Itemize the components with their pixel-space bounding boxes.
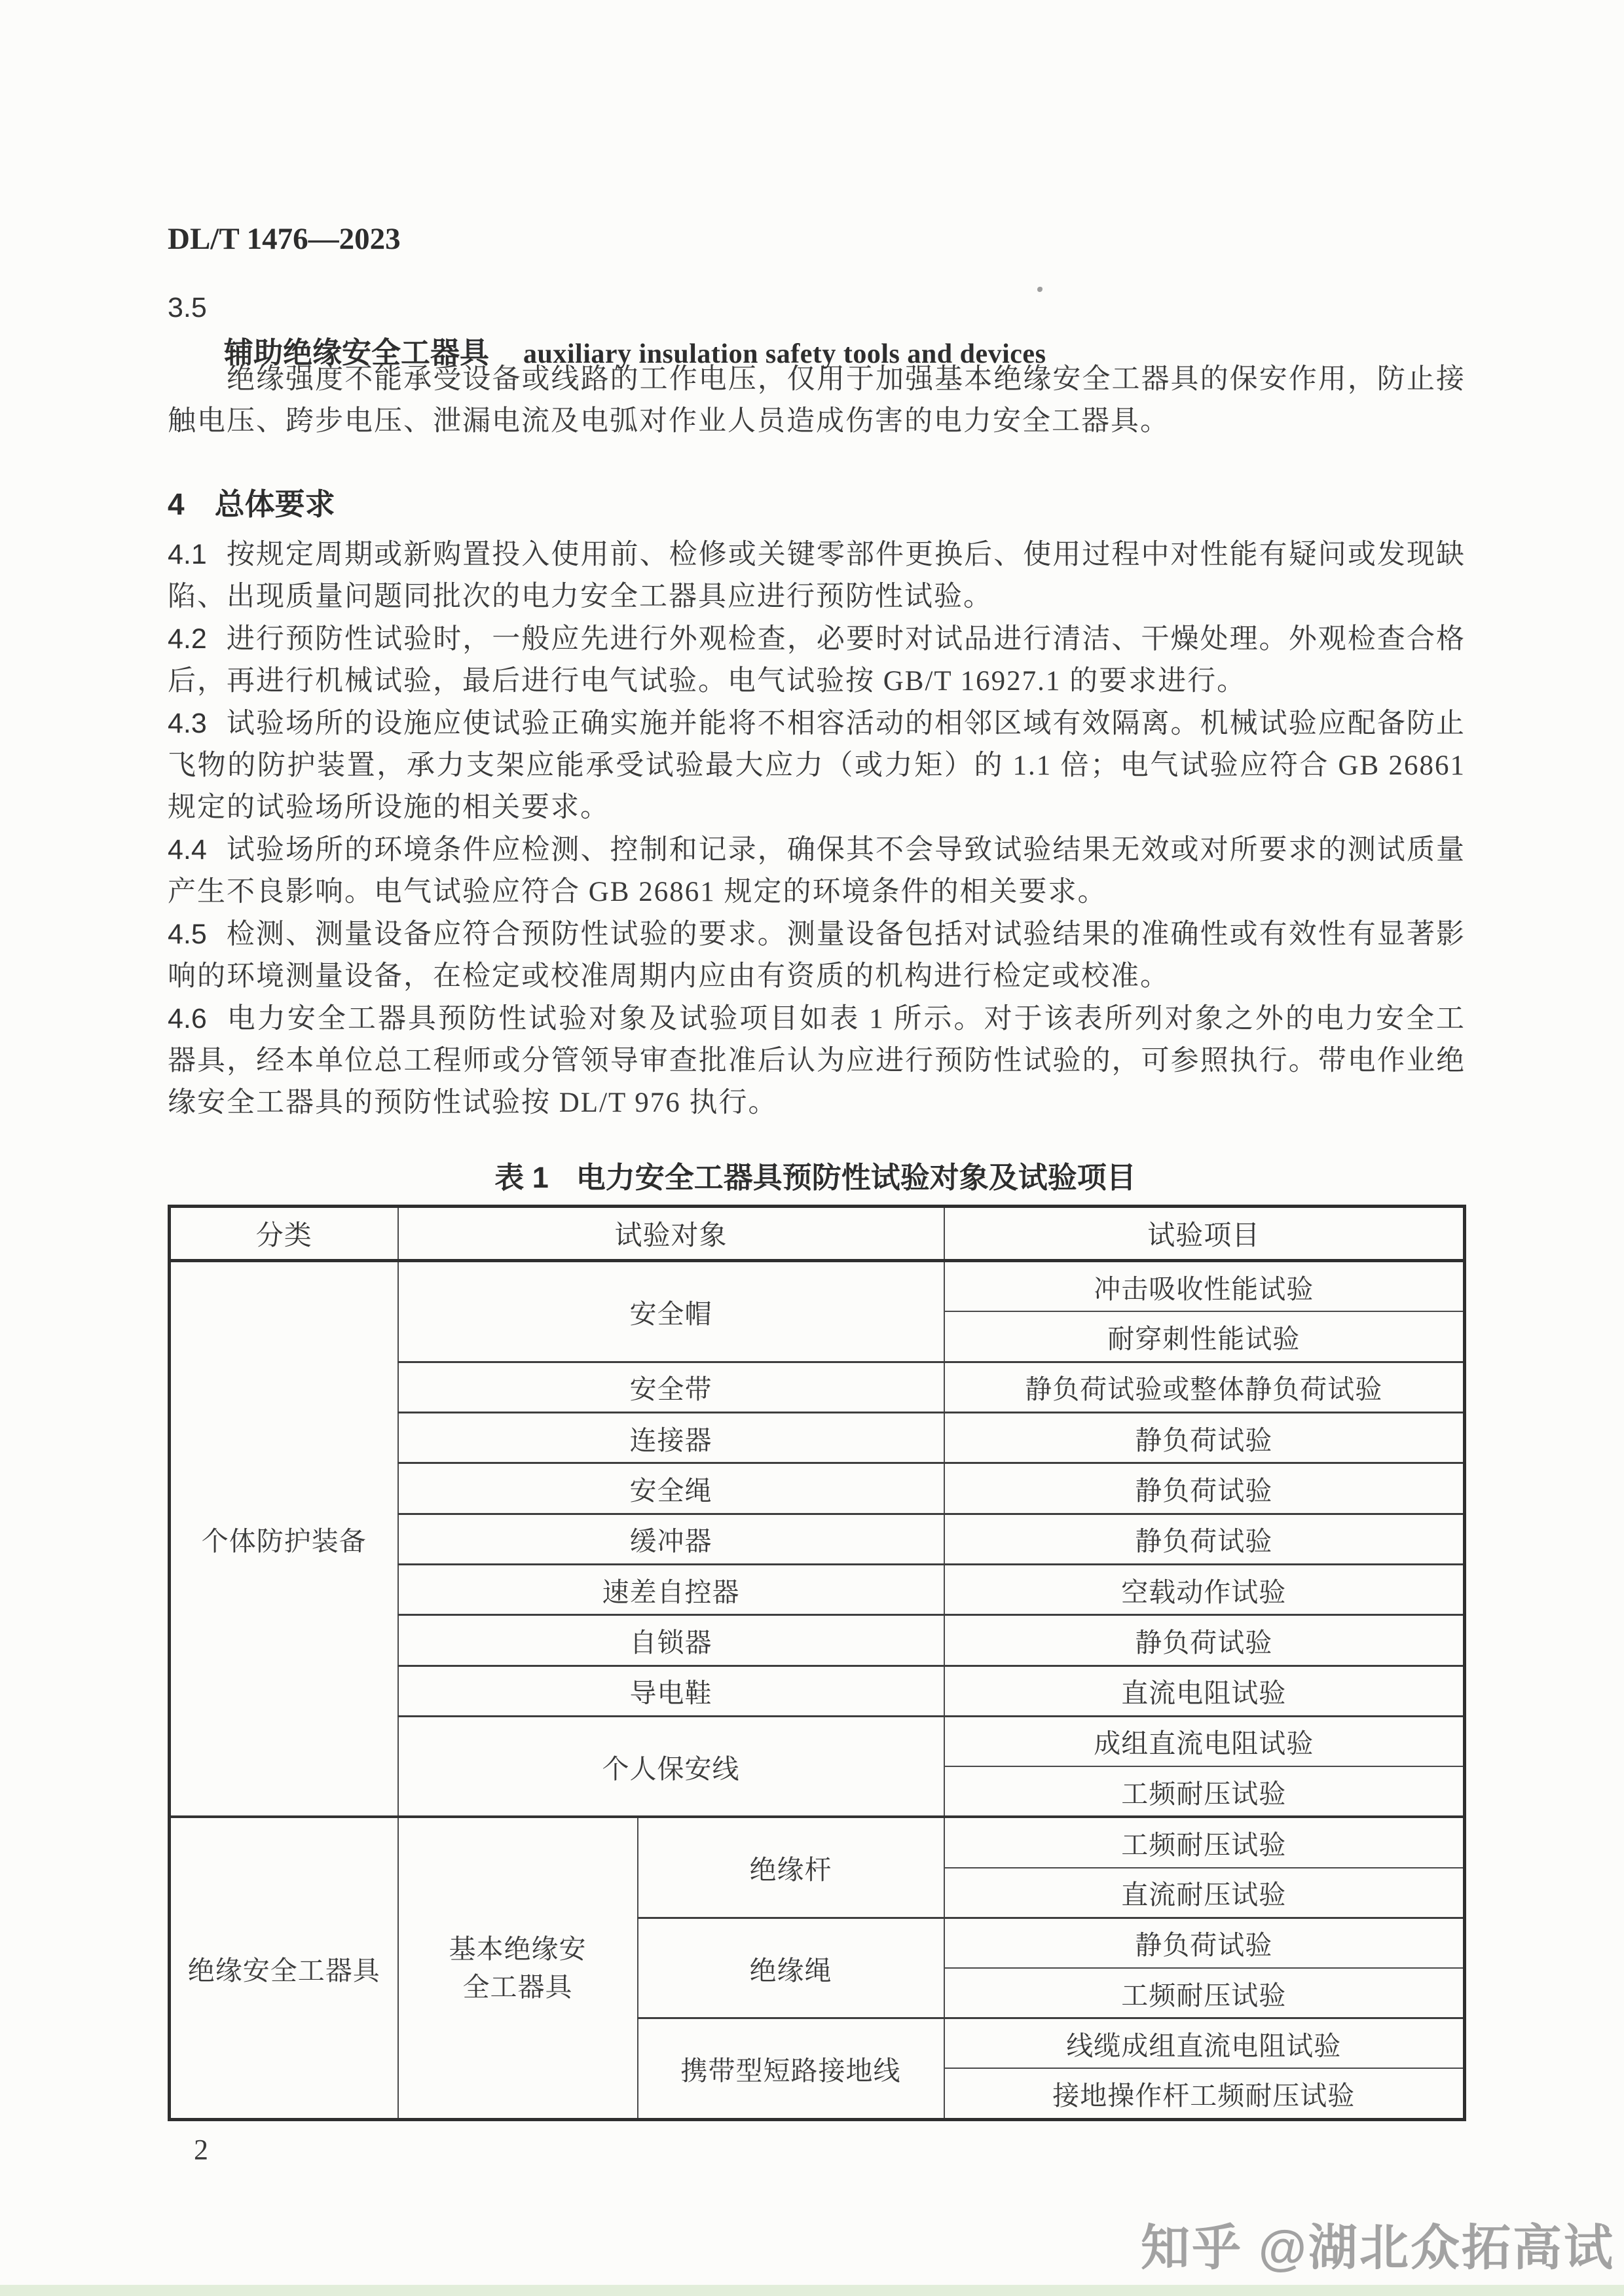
standard-number: DL/T 1476—2023: [168, 222, 401, 256]
cell-item: 直流电阻试验: [944, 1666, 1465, 1716]
clause-4-1-text: 按规定周期或新购置投入使用前、检修或关键零部件更换后、使用过程中对性能有疑问或发现缺陷、出现质量问题同批次的电力安全工器具应进行预防性试验。: [168, 539, 1466, 612]
cell-object: 导电鞋: [398, 1666, 944, 1716]
cell-item: 成组直流电阻试验: [944, 1716, 1465, 1766]
cell-subcategory-text: 基本绝缘安全工器具: [449, 1934, 587, 2003]
clause-4-5-text: 检测、测量设备应符合预防性试验的要求。测量设备包括对试验结果的准确性或有效性有显著影响的环境测量设备，在检定或校准周期内应由有资质的机构进行检定或校准。: [168, 919, 1466, 992]
table-row: [170, 1261, 1465, 1312]
cell-item: 冲击吸收性能试验: [944, 1261, 1465, 1312]
col-header-test-item: 试验项目: [944, 1207, 1465, 1261]
clause-4-2-text: 进行预防性试验时，一般应先进行外观检查，必要时对试品进行清洁、干燥处理。外观检查合格后，再进行机械试验，最后进行电气试验。电气试验按 GB/T 16927.1 的要求进行。: [168, 624, 1466, 697]
clause-4-4-number: 4.4: [168, 834, 207, 866]
cell-item: 静负荷试验: [944, 1412, 1465, 1463]
table-caption: [168, 1154, 1463, 1196]
clause-4-3-number: 4.3: [168, 708, 207, 739]
cell-item: 接地操作杆工频耐压试验: [944, 2068, 1465, 2119]
cell-object: 绝缘杆: [638, 1817, 944, 1918]
test-items-table: [168, 1205, 1466, 2121]
clause-4-6-text: 电力安全工器具预防性试验对象及试验项目如表 1 所示。对于该表所列对象之外的电力安全工器具，经本单位总工程师或分管领导审查批准后认为应进行预防性试验的，可参照执行。带电作业绝缘安全工器具的预防性试验按 DL/T 976 执行。: [168, 1004, 1466, 1118]
cell-item: 静负荷试验或整体静负荷试验: [944, 1362, 1465, 1412]
clause-4-4: [168, 829, 1466, 913]
clause-4-1: [168, 534, 1466, 618]
clause-3-5-number: 3.5: [168, 292, 207, 323]
page-number: 2: [194, 2134, 208, 2166]
term-chinese: 辅助绝缘安全工器具: [224, 336, 490, 369]
cell-item: 空载动作试验: [944, 1564, 1465, 1614]
cell-item: 工频耐压试验: [944, 1817, 1465, 1867]
cell-subcategory: [398, 1817, 638, 2119]
scan-bottom-edge: [0, 2285, 1624, 2296]
table-caption-label: 表 1: [494, 1161, 549, 1194]
cell-object: 安全绳: [398, 1463, 944, 1514]
cell-object: 速差自控器: [398, 1564, 944, 1614]
clause-4-1-number: 4.1: [168, 539, 207, 570]
section-4-heading: [168, 481, 335, 524]
clause-4-5-number: 4.5: [168, 919, 207, 950]
clause-4-3-text: 试验场所的设施应使试验正确实施并能将不相容活动的相邻区域有效隔离。机械试验应配备防止飞物的防护装置，承力支架应能承受试验最大应力（或力矩）的 1.1 倍；电气试验应符合 GB 26861 规定的试验场所设施的相关要求。: [168, 708, 1466, 823]
cell-object: 自锁器: [398, 1615, 944, 1666]
cell-category: 个体防护装备: [170, 1261, 398, 1817]
scan-speck: [1037, 287, 1043, 292]
clause-4-4-text: 试验场所的环境条件应检测、控制和记录，确保其不会导致试验结果无效或对所要求的测试质量产生不良影响。电气试验应符合 GB 26861 规定的环境条件的相关要求。: [168, 835, 1466, 907]
cell-object: 缓冲器: [398, 1514, 944, 1564]
table-caption-text: 电力安全工器具预防性试验对象及试验项目: [576, 1161, 1136, 1194]
clause-4-5: [168, 913, 1466, 998]
clause-4-2: [168, 618, 1466, 702]
cell-item: 工频耐压试验: [944, 1968, 1465, 2018]
watermark: 知乎 @湖北众拓高试: [1141, 2220, 1615, 2275]
cell-object: 携带型短路接地线: [638, 2018, 944, 2120]
clause-4-6-number: 4.6: [168, 1003, 207, 1034]
table-header-row: [170, 1207, 1465, 1261]
table-row: [170, 1817, 1465, 1867]
term-english: auxiliary insulation safety tools and devices: [523, 339, 1046, 369]
cell-object: 安全带: [398, 1362, 944, 1412]
general-requirements-clauses: [168, 534, 1466, 1124]
cell-item: 线缆成组直流电阻试验: [944, 2018, 1465, 2069]
cell-object: 安全帽: [398, 1261, 944, 1362]
section-4-number: 4: [168, 487, 185, 521]
cell-category: 绝缘安全工器具: [170, 1817, 398, 2119]
clause-4-3: [168, 702, 1466, 829]
cell-object: 个人保安线: [398, 1716, 944, 1817]
section-4-title: 总体要求: [214, 487, 335, 521]
cell-item: 静负荷试验: [944, 1615, 1465, 1666]
clause-4-2-number: 4.2: [168, 623, 207, 655]
cell-item: 耐穿刺性能试验: [944, 1311, 1465, 1362]
clause-4-6: [168, 998, 1466, 1124]
col-header-test-object: 试验对象: [398, 1207, 944, 1261]
cell-item: 静负荷试验: [944, 1918, 1465, 1968]
term-definition: 绝缘强度不能承受设备或线路的工作电压，仅用于加强基本绝缘安全工器具的保安作用，防止接触电压、跨步电压、泄漏电流及电弧对作业人员造成伤害的电力安全工器具。: [168, 364, 1466, 437]
cell-item: 静负荷试验: [944, 1514, 1465, 1564]
cell-item: 工频耐压试验: [944, 1766, 1465, 1817]
cell-object: 绝缘绳: [638, 1918, 944, 2018]
cell-item: 直流耐压试验: [944, 1868, 1465, 1918]
col-header-category: 分类: [170, 1207, 398, 1261]
cell-object: 连接器: [398, 1412, 944, 1463]
cell-item: 静负荷试验: [944, 1463, 1465, 1514]
